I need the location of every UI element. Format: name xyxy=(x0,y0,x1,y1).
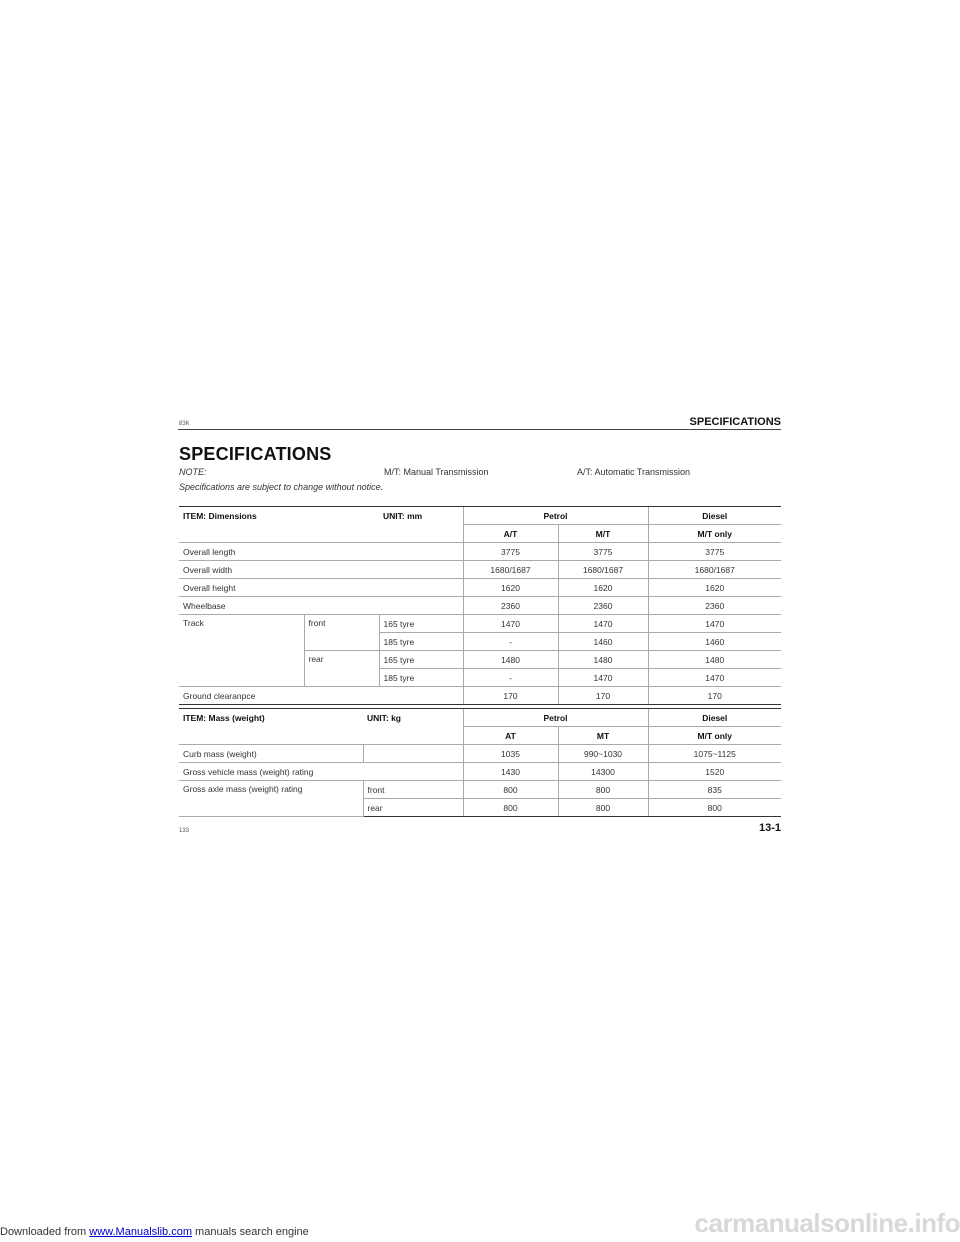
track-label: Track xyxy=(179,615,304,687)
item-label: ITEM: Mass (weight) xyxy=(179,709,363,727)
table-row: Gross axle mass (weight) rating front 800 800 835 xyxy=(179,781,781,799)
table-row: Overall width 1680/1687 1680/1687 1680/1687 xyxy=(179,561,781,579)
track-front-label: front xyxy=(304,615,379,651)
watermark-logo: carmanualsonline.info xyxy=(694,1208,960,1238)
petrol-header: Petrol xyxy=(463,709,648,727)
table-row: Overall height 1620 1620 1620 xyxy=(179,579,781,597)
table-subheader-row xyxy=(179,727,781,745)
page-id: 13-1 xyxy=(758,822,781,834)
footer-prefix: Downloaded from xyxy=(0,1226,90,1238)
table-header-row xyxy=(179,507,781,525)
unit-label: UNIT: mm xyxy=(379,507,463,525)
note-label: NOTE: xyxy=(179,467,207,477)
petrol-header: Petrol xyxy=(463,507,648,525)
table-subheader-row xyxy=(179,525,781,543)
page-title: SPECIFICATIONS xyxy=(179,444,332,464)
note-mt-definition: M/T: Manual Transmission xyxy=(384,467,489,477)
table-row: Ground clearanpce 170 170 170 xyxy=(179,687,781,705)
table-row: Gross vehicle mass (weight) rating 1430 14300 1520 xyxy=(179,763,781,781)
footer-suffix: manuals search engine xyxy=(191,1226,309,1238)
table-row: rear 165 tyre 1480 1480 1480 xyxy=(179,651,781,669)
manualslib-link[interactable]: www.Manualslib.com xyxy=(89,1226,192,1238)
table-row: 185 tyre - 1470 1470 xyxy=(179,669,781,687)
table-row: Overall length 3775 3775 3775 xyxy=(179,543,781,561)
table-row: Wheelbase 2360 2360 2360 xyxy=(179,597,781,615)
col-diesel: M/T only xyxy=(648,525,781,543)
header-section-title: SPECIFICATIONS xyxy=(689,416,781,428)
unit-label: UNIT: kg xyxy=(363,709,463,727)
table-row: rear 800 800 800 xyxy=(179,799,781,817)
track-rear-label: rear xyxy=(304,651,379,687)
table-row: Track front 165 tyre 1470 1470 1470 xyxy=(179,615,781,633)
footer-download-note xyxy=(0,1226,309,1238)
table-row: Curb mass (weight) 1035 990~1030 1075~1125 xyxy=(179,745,781,763)
mass-table xyxy=(179,708,781,817)
col-at: AT xyxy=(463,727,558,745)
header-rule xyxy=(178,429,781,430)
item-label: ITEM: Dimensions xyxy=(179,507,379,525)
table-row: 185 tyre - 1460 1460 xyxy=(179,633,781,651)
table-header-row xyxy=(179,709,781,727)
col-at: A/T xyxy=(463,525,558,543)
page-number: 133 xyxy=(179,828,190,834)
col-mt: MT xyxy=(558,727,648,745)
axle-label: Gross axle mass (weight) rating xyxy=(179,781,363,817)
note-at-definition: A/T: Automatic Transmission xyxy=(577,467,691,477)
col-diesel: M/T only xyxy=(648,727,781,745)
dimensions-table xyxy=(179,506,781,705)
header-code: 83K xyxy=(179,421,190,427)
diesel-header: Diesel xyxy=(648,507,781,525)
diesel-header: Diesel xyxy=(648,709,781,727)
col-mt: M/T xyxy=(558,525,648,543)
note-text: Specifications are subject to change without notice. xyxy=(179,482,384,492)
